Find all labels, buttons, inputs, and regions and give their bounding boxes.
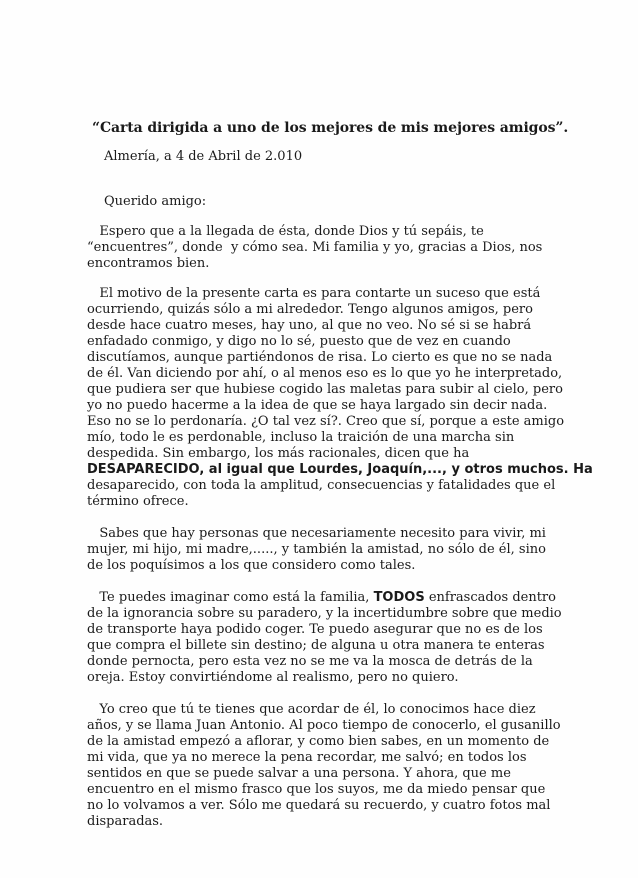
letter-paragraph: [87, 224, 547, 272]
letter-line: mío, todo le es perdonable, incluso la traición de una marcha sin: [87, 430, 515, 445]
emphasized-word: , al igual que Lourdes, Joaquín,..., y otros muchos. Ha: [199, 462, 593, 477]
letter-line: de transporte haya podido coger. Te puedo asegurar que no es de los: [87, 622, 543, 637]
letter-line: desde hace cuatro meses, hay uno, al que no veo. No sé si se habrá: [87, 318, 532, 333]
letter-line: encontramos bien.: [87, 256, 210, 271]
letter-line: sentidos en que se puede salvar a una persona. Y ahora, que me: [87, 766, 511, 781]
letter-paragraph: [87, 702, 561, 830]
letter-title: “Carta dirigida a uno de los mejores de mis mejores amigos”.: [92, 120, 569, 136]
letter-line: de él. Van diciendo por ahí, o al menos eso es lo que yo he interpretado,: [87, 366, 563, 381]
letter-line: “encuentres”, donde y cómo sea. Mi familia y yo, gracias a Dios, nos: [87, 240, 543, 255]
letter-line: mi vida, que ya no merece la pena recordar, me salvó; en todos los: [87, 750, 527, 765]
letter-line: Te puedes imaginar como está la familia, TODOS enfrascados dentro: [87, 590, 556, 605]
letter-date: Almería, a 4 de Abril de 2.010: [104, 149, 303, 164]
letter-line: de los poquísimos a los que considero como tales.: [87, 558, 416, 573]
letter-paragraph: [87, 590, 562, 686]
letter-line: enfadado conmigo, y digo no lo sé, puesto que de vez en cuando: [87, 334, 511, 349]
letter-line: encuentro en el mismo frasco que los suyos, me da miedo pensar que: [87, 782, 546, 797]
letter-line: ocurriendo, quizás sólo a mi alrededor. Tengo algunos amigos, pero: [87, 302, 533, 317]
letter-line: de la amistad empezó a aflorar, y como bien sabes, en un momento de: [87, 734, 550, 749]
letter-line: Yo creo que tú te tienes que acordar de él, lo conocimos hace diez: [87, 702, 536, 717]
letter-line: Sabes que hay personas que necesariamente necesito para vivir, mi: [87, 526, 546, 541]
letter-line: Espero que a la llegada de ésta, donde Dios y tú sepáis, te: [87, 224, 484, 239]
letter-greeting: Querido amigo:: [104, 194, 207, 209]
letter-paragraph: [87, 286, 593, 510]
letter-line: desaparecido, con toda la amplitud, consecuencias y fatalidades que el: [87, 478, 556, 493]
emphasized-word: TODOS: [373, 590, 425, 605]
letter-body: [87, 224, 593, 830]
letter-line: despedida. Sin embargo, los más racionales, dicen que ha: [87, 446, 470, 461]
letter-line: Eso no se lo perdonaría. ¿O tal vez sí?. Creo que sí, porque a este amigo: [87, 414, 565, 429]
letter-line: mujer, mi hijo, mi madre,....., y también la amistad, no sólo de él, sino: [87, 542, 546, 557]
letter-line: no lo volvamos a ver. Sólo me quedará su recuerdo, y cuatro fotos mal: [87, 798, 551, 813]
letter-line: años, y se llama Juan Antonio. Al poco tiempo de conocerlo, el gusanillo: [87, 718, 561, 733]
emphasized-word: DESAPARECIDO: [87, 462, 200, 477]
letter-line: de la ignorancia sobre su paradero, y la incertidumbre sobre que medio: [87, 606, 562, 621]
letter-line: oreja. Estoy convirtiéndome al realismo, pero no quiero.: [87, 670, 459, 685]
letter-line: yo no puedo hacerme a la idea de que se haya largado sin decir nada.: [87, 398, 548, 413]
letter-line: El motivo de la presente carta es para contarte un suceso que está: [87, 286, 541, 301]
letter-line: disparadas.: [87, 814, 164, 829]
letter-line: donde pernocta, pero esta vez no se me va la mosca de detrás de la: [87, 654, 533, 669]
letter-line: discutíamos, aunque partiéndonos de risa. Lo cierto es que no se nada: [87, 350, 553, 365]
letter-line: [87, 462, 593, 478]
letter-line: que compra el billete sin destino; de alguna u otra manera te enteras: [87, 638, 545, 653]
letter-line: término ofrece.: [87, 494, 189, 509]
letter-paragraph: [87, 526, 547, 574]
letter-line: que pudiera ser que hubiese cogido las maletas para subir al cielo, pero: [87, 382, 563, 397]
